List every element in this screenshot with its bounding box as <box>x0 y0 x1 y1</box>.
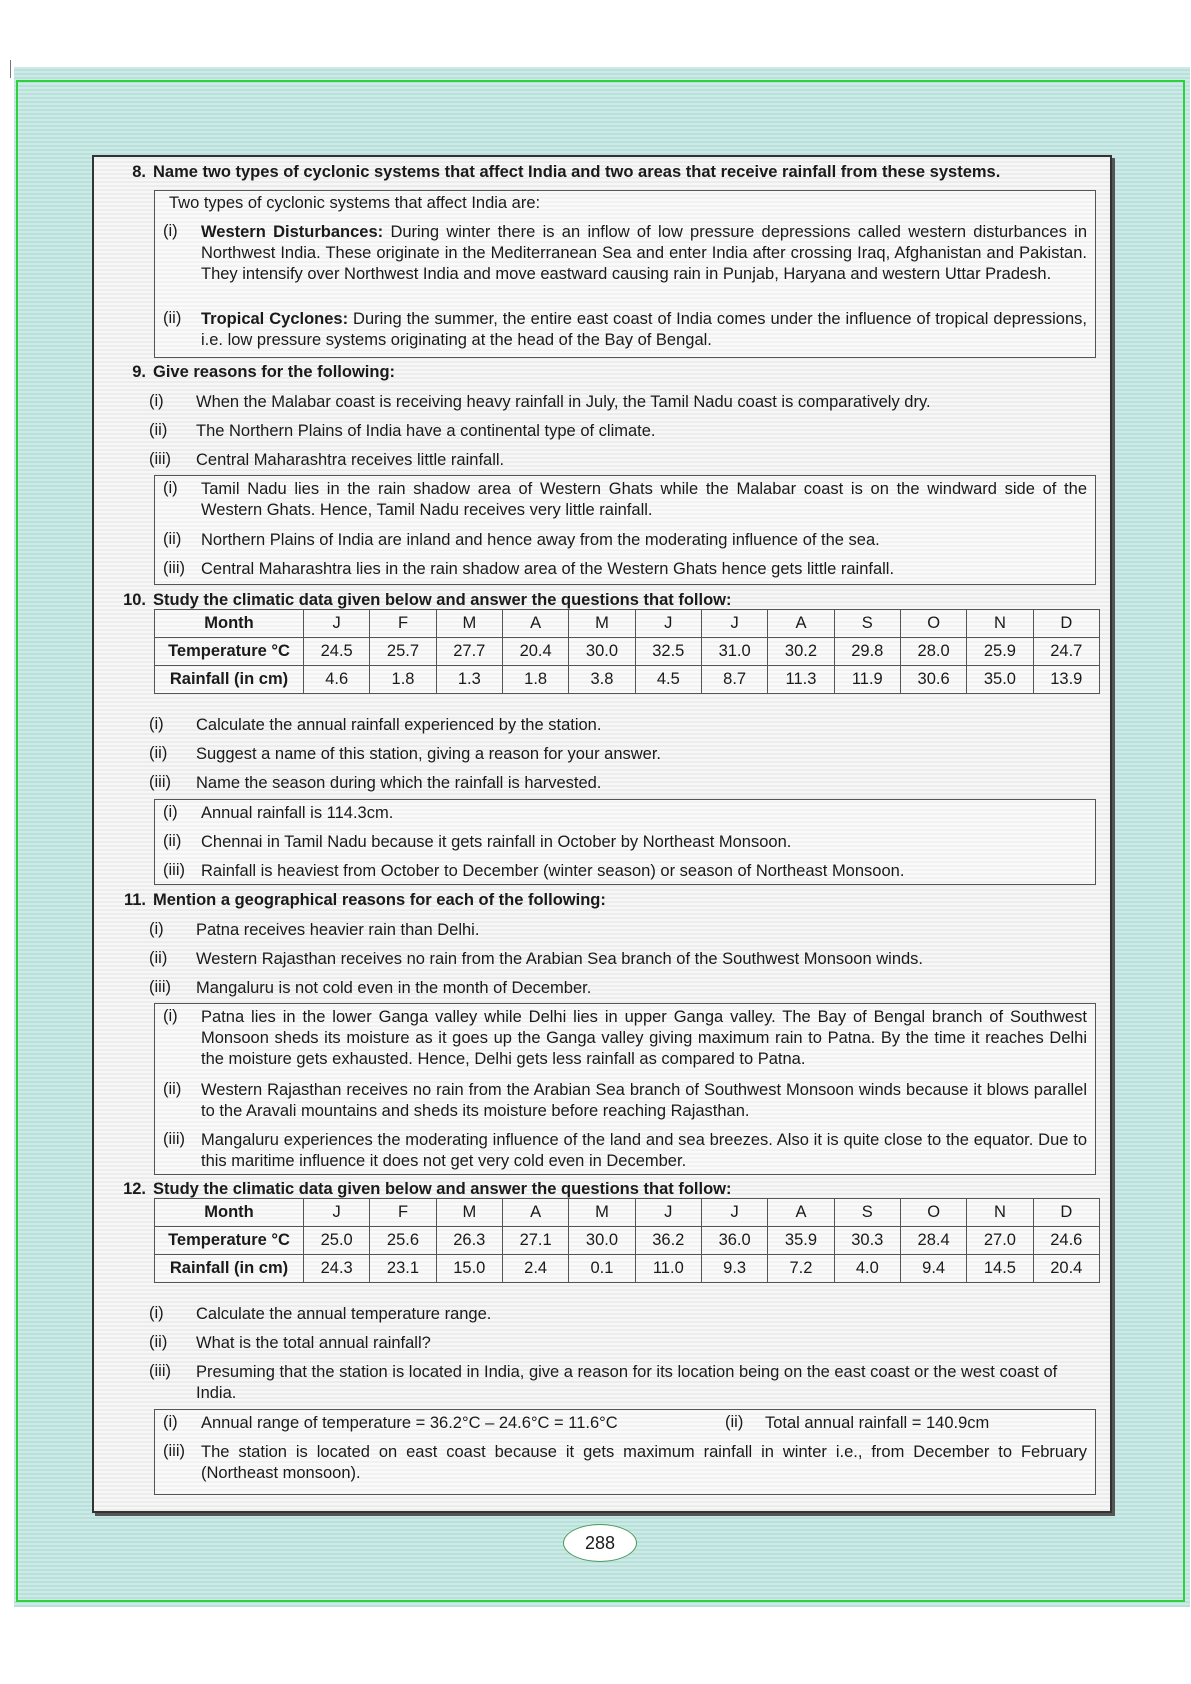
table-cell: 24.5 <box>304 638 370 666</box>
crop-mark <box>10 60 11 78</box>
table-cell: 26.3 <box>436 1227 502 1255</box>
table-row-label: Rainfall (in cm) <box>155 666 304 694</box>
table-cell: F <box>370 1199 436 1227</box>
table-cell: 27.7 <box>436 638 502 666</box>
table-cell: 24.3 <box>304 1255 370 1283</box>
table-cell: 25.7 <box>370 638 436 666</box>
table-cell: S <box>834 1199 900 1227</box>
table-cell: 4.6 <box>304 666 370 694</box>
table-cell: 32.5 <box>635 638 701 666</box>
table-cell: A <box>768 610 834 638</box>
table-cell: 28.0 <box>900 638 966 666</box>
table-cell: S <box>834 610 900 638</box>
table-cell: 9.4 <box>900 1255 966 1283</box>
climate-table-12 <box>154 1198 1100 1283</box>
table-cell: 11.3 <box>768 666 834 694</box>
table-cell: M <box>569 1199 635 1227</box>
table-row-label: Temperature °C <box>155 638 304 666</box>
table-cell: 7.2 <box>768 1255 834 1283</box>
answer-box-10: (i) Annual rainfall is 114.3cm. (ii) Chennai in Tamil Nadu because it gets rainfall in October by Northeast Monsoon. (iii) Rainfall is heaviest from October to December (winter season) or season of Northeast Monsoon. <box>154 799 1096 885</box>
table-cell: N <box>967 1199 1033 1227</box>
table-cell: 35.0 <box>967 666 1033 694</box>
answer-box-12: (i) Annual range of temperature = 36.2°C – 24.6°C = 11.6°C (ii) Total annual rainfall = 140.9cm (iii) The station is located on east coast because it gets maximum rainfall in winter i.e., from December to February (Northeast monsoon). <box>154 1409 1096 1495</box>
table-cell: 28.4 <box>900 1227 966 1255</box>
table-cell: 30.6 <box>900 666 966 694</box>
table-row-label: Temperature °C <box>155 1227 304 1255</box>
table-cell: 23.1 <box>370 1255 436 1283</box>
table-cell: A <box>502 1199 568 1227</box>
table-cell: 1.8 <box>502 666 568 694</box>
answer-box-11: (i) Patna lies in the lower Ganga valley while Delhi lies in upper Ganga valley. The Bay of Bengal branch of Southwest Monsoon sheds its moisture as it goes up the Ganga valley giving maximum rain to Patna. By the time it reaches Delhi the moisture gets exhausted. Hence, Delhi gets less rainfall as compared to Patna. (ii) Western Rajasthan receives no rain from the Arabian Sea branch of Southwest Monsoon winds because it blows parallel to the Aravali mountains and sheds its moisture before reaching Rajasthan. (iii) Mangaluru experiences the moderating influence of the land and sea breezes. Also it is quite close to the equator. Due to this maritime influence it does not get very cold even in December. <box>154 1003 1096 1175</box>
table-cell: 2.4 <box>502 1255 568 1283</box>
table-cell: 30.3 <box>834 1227 900 1255</box>
table-rainfall-row <box>155 666 1100 694</box>
table-month-row <box>155 610 1100 638</box>
table-cell: 24.6 <box>1033 1227 1099 1255</box>
table-cell: 30.2 <box>768 638 834 666</box>
table-cell: 25.9 <box>967 638 1033 666</box>
worksheet-panel: 8. Name two types of cyclonic systems that affect India and two areas that receive rainfall from these systems. Two types of cyclonic systems that affect India are: (i) Western Disturbances: During winter there is an inflow of low pressure depressions called western disturbances in Northwest India. These originate in the Mediterranean Sea and enter India after crossing Iraq, Afghanistan and Pakistan. They intensify over Northwest India and move eastward causing rain in Punjab, Haryana and western Uttar Pradesh. (ii) Tropical Cyclones: During the summer, the entire east coast of India comes under the influence of tropical depressions, i.e. low pressure systems originating at the head of the Bay of Bengal. 9. Give reasons for the following: (i) When the Malabar coast is receiving heavy rainfall in July, the Tamil Nadu coast is comparatively dry. (ii) The Northern Plains of India have a continental type of climate. (iii) Central Maharashtra receives little rainfall. (i) Tamil Nadu lies in the rain shadow area of Western Ghats while the Malabar coast is on the windward side of the Western Ghats. Hence, Tamil Nadu receives very little rainfall. (ii) Northern Plains of India are inland and hence away from the moderating influence of the sea. (iii) Central Maharashtra lies in the rain shadow area of the Western Ghats hence gets little rainfall. 10. Study the climatic data given below and answer the questions that follow: Month J F M A M J J A S O N D Temperature °C 24.5 25.7 27.7 20.4 30.0 32.5 31.0 30.2 29.8 28.0 25.9 24.7 Rainfall (in cm) 4.6 1.8 1.3 1.8 3.8 4.5 8.7 11.3 11.9 30.6 35.0 13.9 (i) Calculate the annual rainfall experienced by the station. (ii) Suggest a name of this station, giving a reason for your answer. (iii) Name the season during which the rainfall is harvested. (i) Annual rainfall is 114.3cm. (ii) Chennai in Tamil Nadu because it gets rainfall in October by Northeast Monsoon. (iii) Rainfall is heaviest from October to December (winter season) or season of Northeast Monsoon. 11. Mention a geographical reasons for each of the following: (i) Patna receives heavier rain than Delhi. (ii) Western Rajasthan receives no rain from the Arabian Sea branch of the Southwest Monsoon winds. (iii) Mangaluru is not cold even in the month of December. (i) Patna lies in the lower Ganga valley while Delhi lies in upper Ganga valley. The Bay of Bengal branch of Southwest Monsoon sheds its moisture as it goes up the Ganga valley giving maximum rain to Patna. By the time it reaches Delhi the moisture gets exhausted. Hence, Delhi gets less rainfall as compared to Patna. (ii) Western Rajasthan receives no rain from the Arabian Sea branch of Southwest Monsoon winds because it blows parallel to the Aravali mountains and sheds its moisture before reaching Rajasthan. (iii) Mangaluru experiences the moderating influence of the land and sea breezes. Also it is quite close to the equator. Due to this maritime influence it does not get very cold even in December. 12. Study the climatic data given below and answer the questions that follow: Month J F M A M J J A S O N D Temperature °C 25.0 25.6 26.3 27.1 30.0 36.2 36.0 35.9 30.3 28.4 27.0 24.6 Rainfall (in cm) 24.3 23.1 15.0 2.4 0.1 11.0 9.3 7.2 4.0 9.4 14.5 20.4 (i) Calculate the annual temperature range. (ii) What is the total annual rainfall? (iii) Presuming that the station is located in India, give a reason for its location being on the east coast or the west coast of India. (i) Annual range of temperature = 36.2°C – 24.6°C = 11.6°C (ii) Total annual rainfall = 140.9cm (iii) The station is located on east coast because it gets maximum rainfall in winter i.e., from December to February (Northeast monsoon). <box>92 155 1112 1513</box>
table-cell: J <box>701 610 767 638</box>
table-cell: O <box>900 1199 966 1227</box>
table-cell: 25.6 <box>370 1227 436 1255</box>
table-row-label: Month <box>155 610 304 638</box>
answer-box-9: (i) Tamil Nadu lies in the rain shadow area of Western Ghats while the Malabar coast is on the windward side of the Western Ghats. Hence, Tamil Nadu receives very little rainfall. (ii) Northern Plains of India are inland and hence away from the moderating influence of the sea. (iii) Central Maharashtra lies in the rain shadow area of the Western Ghats hence gets little rainfall. <box>154 475 1096 585</box>
table-cell: D <box>1033 1199 1099 1227</box>
table-cell: F <box>370 610 436 638</box>
table-cell: 3.8 <box>569 666 635 694</box>
table-cell: J <box>701 1199 767 1227</box>
answer-intro: Two types of cyclonic systems that affect India are: <box>169 194 541 212</box>
table-cell: O <box>900 610 966 638</box>
table-cell: 35.9 <box>768 1227 834 1255</box>
table-cell: A <box>768 1199 834 1227</box>
answer-term: Tropical Cyclones: <box>201 310 349 328</box>
table-cell: 15.0 <box>436 1255 502 1283</box>
table-cell: 9.3 <box>701 1255 767 1283</box>
table-cell: 36.0 <box>701 1227 767 1255</box>
question-number: 8. <box>132 163 146 181</box>
table-cell: 4.5 <box>635 666 701 694</box>
table-temperature-row <box>155 638 1100 666</box>
climate-table-10 <box>154 609 1100 694</box>
table-cell: 30.0 <box>569 1227 635 1255</box>
table-cell: 36.2 <box>635 1227 701 1255</box>
question-text: Name two types of cyclonic systems that affect India and two areas that receive rainfall from these systems. <box>153 163 1001 181</box>
table-cell: 29.8 <box>834 638 900 666</box>
table-temperature-row <box>155 1227 1100 1255</box>
question-number: 11. <box>123 891 146 909</box>
table-cell: J <box>304 610 370 638</box>
question-number: 12. <box>123 1180 146 1198</box>
table-cell: J <box>635 1199 701 1227</box>
table-cell: 14.5 <box>967 1255 1033 1283</box>
table-cell: 4.0 <box>834 1255 900 1283</box>
question-text: Give reasons for the following: <box>153 363 396 381</box>
question-text: Study the climatic data given below and answer the questions that follow: <box>153 591 732 609</box>
table-cell: M <box>436 1199 502 1227</box>
table-cell: 11.9 <box>834 666 900 694</box>
table-rainfall-row <box>155 1255 1100 1283</box>
page-number: 288 <box>563 1524 637 1562</box>
table-cell: M <box>569 610 635 638</box>
table-cell: 8.7 <box>701 666 767 694</box>
answer-box-8: Two types of cyclonic systems that affect India are: (i) Western Disturbances: During winter there is an inflow of low pressure depressions called western disturbances in Northwest India. These originate in the Mediterranean Sea and enter India after crossing Iraq, Afghanistan and Pakistan. They intensify over Northwest India and move eastward causing rain in Punjab, Haryana and western Uttar Pradesh. (ii) Tropical Cyclones: During the summer, the entire east coast of India comes under the influence of tropical depressions, i.e. low pressure systems originating at the head of the Bay of Bengal. <box>154 190 1096 358</box>
table-month-row <box>155 1199 1100 1227</box>
table-cell: 1.8 <box>370 666 436 694</box>
table-cell: M <box>436 610 502 638</box>
table-cell: 20.4 <box>1033 1255 1099 1283</box>
table-cell: 31.0 <box>701 638 767 666</box>
table-cell: J <box>304 1199 370 1227</box>
table-cell: N <box>967 610 1033 638</box>
table-cell: 27.1 <box>502 1227 568 1255</box>
question-number: 9. <box>132 363 146 381</box>
table-cell: 24.7 <box>1033 638 1099 666</box>
table-cell: 25.0 <box>304 1227 370 1255</box>
table-cell: 30.0 <box>569 638 635 666</box>
table-row-label: Month <box>155 1199 304 1227</box>
table-cell: 27.0 <box>967 1227 1033 1255</box>
table-cell: 1.3 <box>436 666 502 694</box>
table-cell: J <box>635 610 701 638</box>
table-row-label: Rainfall (in cm) <box>155 1255 304 1283</box>
table-cell: A <box>502 610 568 638</box>
answer-term: Western Disturbances: <box>201 223 384 241</box>
question-number: 10. <box>123 591 146 609</box>
table-cell: 0.1 <box>569 1255 635 1283</box>
table-cell: D <box>1033 610 1099 638</box>
question-text: Mention a geographical reasons for each of the following: <box>153 891 606 909</box>
table-cell: 11.0 <box>635 1255 701 1283</box>
question-text: Study the climatic data given below and answer the questions that follow: <box>153 1180 732 1198</box>
table-cell: 13.9 <box>1033 666 1099 694</box>
table-cell: 20.4 <box>502 638 568 666</box>
